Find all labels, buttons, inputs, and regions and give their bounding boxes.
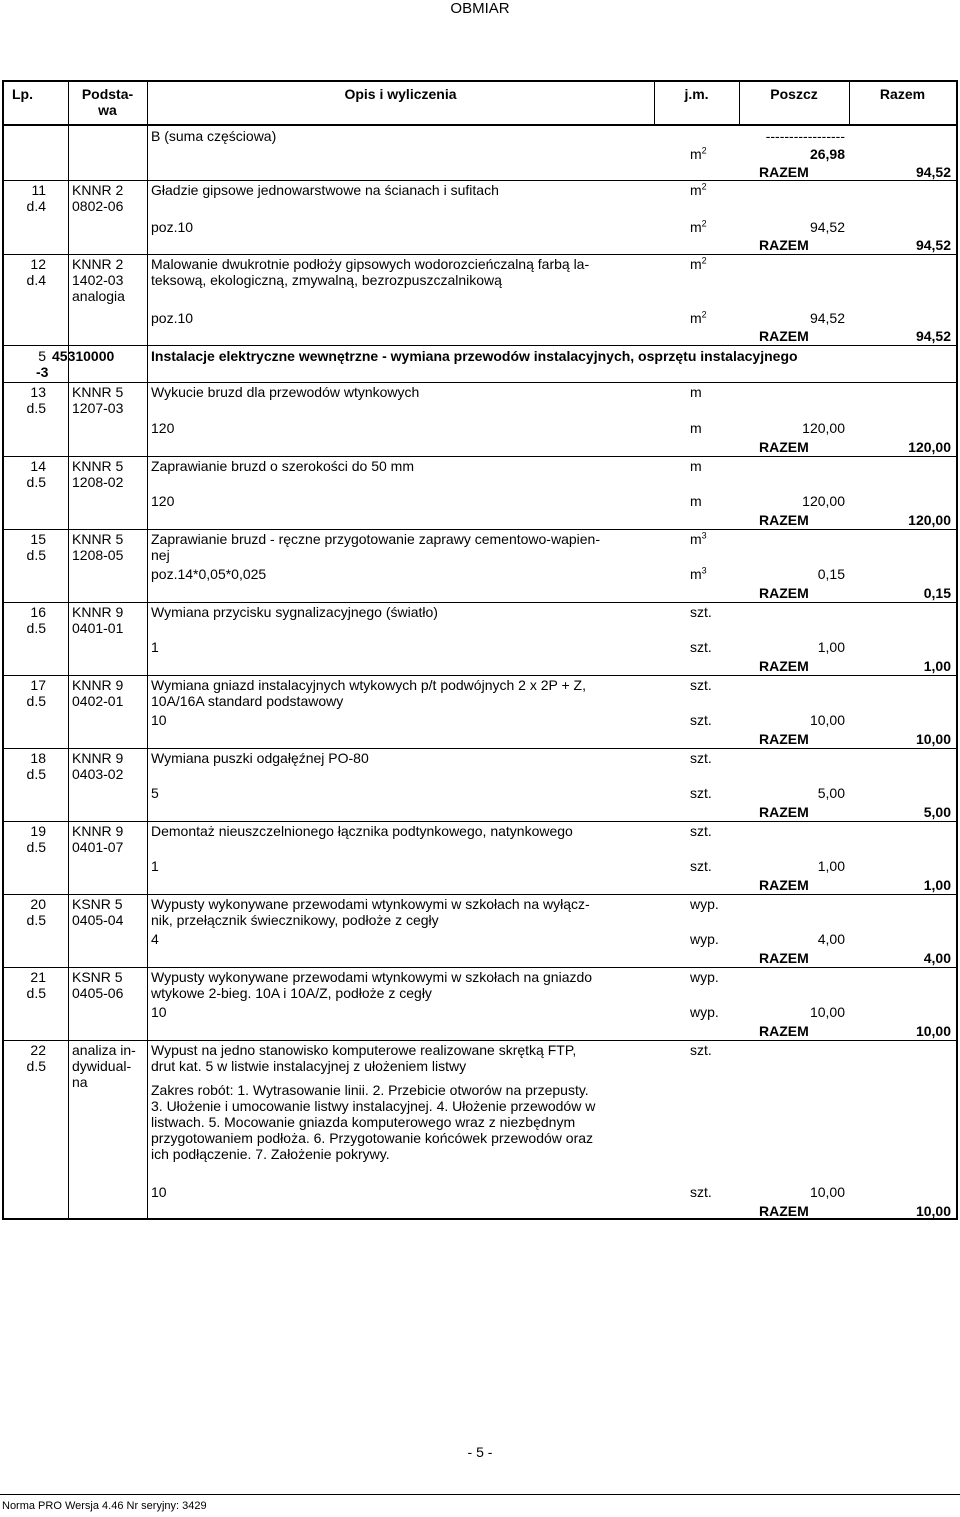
razem-label: RAZEM [759,585,809,601]
row-divider [4,180,956,181]
item-description: Wymiana przycisku sygnalizacyjnego (światło) [151,604,438,620]
item-description: Wypusty wykonywane przewodami wtynkowymi w szkołach na wyłącz- [151,896,590,912]
item-description: 10A/16A standard podstawowy [151,693,344,709]
row-divider [4,382,956,383]
item-base: 1402-03 [72,272,124,288]
calc-value: 0,15 [817,566,845,582]
item-base: 0402-01 [72,693,124,709]
scope-of-work: przygotowaniem podłoża. 6. Przygotowanie końcówek przewodów oraz [151,1130,594,1146]
item-lp: 15 [30,531,46,547]
row-divider [4,124,956,126]
item-lp: 13 [30,384,46,400]
razem-label: RAZEM [759,950,809,966]
item-description: Zaprawianie bruzd - ręczne przygotowanie zaprawy cementowo-wapien- [151,531,600,547]
item-description: Gładzie gipsowe jednowarstwowe na ścianach i sufitach [151,182,499,198]
calc-expression: 4 [151,931,159,947]
footer-divider [0,1494,960,1495]
item-unit: szt. [690,604,712,620]
calc-expression: 1 [151,858,159,874]
item-base: KNNR 9 [72,604,124,620]
item-lp: 18 [30,750,46,766]
intro-value: 26,98 [809,146,845,162]
item-unit: szt. [690,1042,712,1058]
razem-label: RAZEM [759,328,809,344]
column-divider [68,82,69,1218]
item-base: 0401-07 [72,839,124,855]
razem-value: 1,00 [923,877,951,893]
razem-label: RAZEM [759,731,809,747]
item-description: nik, przełącznik świecznikowy, podłoże z cegły [151,912,439,928]
item-base: dywidual- [72,1058,132,1074]
row-divider [4,1040,956,1041]
item-lp: 11 [31,182,46,198]
page-number: - 5 - [467,1444,493,1460]
item-description: Wypusty wykonywane przewodami wtynkowymi w szkołach na gniazdo [151,969,593,985]
item-base: 1208-05 [72,547,124,563]
software-signature: Norma PRO Wersja 4.46 Nr seryjny: 3429 [2,1500,207,1512]
calc-expression: 5 [151,785,159,801]
header-opis: Opis i wyliczenia [344,86,457,102]
row-divider [4,821,956,822]
row-divider [4,254,956,255]
razem-value: 10,00 [915,1023,951,1039]
item-base: 0403-02 [72,766,124,782]
header-poszcz: Poszcz [770,86,818,102]
item-lp-suffix: d.5 [26,912,46,928]
row-divider [4,967,956,968]
calc-value: 120,00 [802,420,845,436]
razem-value: 94,52 [915,164,951,180]
razem-label: RAZEM [759,164,809,180]
calc-expression: 10 [151,712,167,728]
section-code: 45310000 [52,348,115,364]
item-lp-suffix: d.5 [26,839,46,855]
item-base: analiza in- [72,1042,136,1058]
item-description: Wymiana puszki odgałęźnej PO-80 [151,750,369,766]
razem-value: 4,00 [923,950,951,966]
item-base: analogia [72,288,125,304]
calc-unit: wyp. [690,931,719,947]
item-description: drut kat. 5 w listwie instalacyjnej z ułożeniem listwy [151,1058,467,1074]
item-base: KNNR 5 [72,458,124,474]
razem-label: RAZEM [759,512,809,528]
calc-unit: szt. [690,639,712,655]
item-base: 0405-06 [72,985,124,1001]
section-lp: 5 [38,348,46,364]
calc-expression: poz.10 [151,310,194,326]
item-lp-suffix: d.5 [26,474,46,490]
header-podstawa: Podsta- wa [81,86,134,118]
razem-label: RAZEM [759,804,809,820]
calc-unit: szt. [690,785,712,801]
calc-unit: m [690,420,702,436]
item-lp-suffix: d.5 [26,985,46,1001]
item-base: 1207-03 [72,400,124,416]
item-base: KSNR 5 [72,896,123,912]
calc-unit: m [690,493,702,509]
item-lp-suffix: d.5 [26,766,46,782]
item-lp-suffix: d.5 [26,547,46,563]
item-lp: 20 [30,896,46,912]
item-lp-suffix: d.5 [26,693,46,709]
item-base: KNNR 2 [72,256,124,272]
razem-value: 120,00 [908,439,951,455]
row-divider [4,894,956,895]
obmiar-table [2,80,958,1220]
calc-unit: wyp. [690,1004,719,1020]
header-jm: j.m. [684,86,709,102]
item-unit: szt. [690,750,712,766]
razem-value: 120,00 [908,512,951,528]
column-divider [147,82,148,1218]
razem-label: RAZEM [759,1023,809,1039]
item-unit: wyp. [690,969,719,985]
item-description: Wymiana gniazd instalacyjnych wtykowych p/t podwójnych 2 x 2P + Z, [151,677,586,693]
row-divider [4,529,956,530]
item-lp-suffix: d.5 [26,620,46,636]
calc-unit: $m^2$ [690,218,707,235]
calc-unit: $m^2$ [690,309,707,326]
item-lp: 21 [30,969,46,985]
item-base: KNNR 9 [72,750,124,766]
calc-expression: 10 [151,1004,167,1020]
calc-expression: 1 [151,639,159,655]
item-description: teksową, ekologiczną, zmywalną, bezrozpuszczalnikową [151,272,502,288]
item-unit: m [690,458,702,474]
item-lp: 12 [30,256,46,272]
item-lp: 16 [30,604,46,620]
calc-unit: szt. [690,858,712,874]
row-divider [4,345,956,346]
item-base: 0401-01 [72,620,124,636]
calc-unit: szt. [690,712,712,728]
item-lp-suffix: d.5 [26,400,46,416]
header-razem: Razem [879,86,926,102]
razem-value: 5,00 [923,804,951,820]
item-base: 1208-02 [72,474,124,490]
item-lp: 17 [30,677,46,693]
calc-value: 10,00 [809,712,845,728]
item-unit: $m^3$ [690,530,707,547]
item-description: Zaprawianie bruzd o szerokości do 50 mm [151,458,415,474]
scope-of-work: 3. Ułożenie i umocowanie listwy instalacyjnej. 4. Ułożenie przewodów w [151,1098,596,1114]
item-lp: 22 [30,1042,46,1058]
item-description: nej [151,547,170,563]
razem-value: 94,52 [915,328,951,344]
item-base: 0405-04 [72,912,124,928]
item-base: KNNR 5 [72,531,124,547]
intro-label: B (suma częściowa) [151,128,277,144]
item-lp-suffix: d.4 [26,272,46,288]
intro-dashes: ----------------- [765,128,845,144]
item-base: 0802-06 [72,198,124,214]
item-unit: szt. [690,823,712,839]
calc-value: 10,00 [809,1004,845,1020]
item-base: KNNR 9 [72,823,124,839]
scope-of-work: ich podłączenie. 7. Założenie pokrywy. [151,1146,390,1162]
item-lp: 14 [30,458,46,474]
calc-value: 10,00 [809,1184,845,1200]
razem-label: RAZEM [759,439,809,455]
razem-value: 0,15 [923,585,951,601]
item-lp-suffix: d.4 [26,198,46,214]
razem-label: RAZEM [759,658,809,674]
razem-value: 10,00 [915,1203,951,1219]
row-divider [4,456,956,457]
item-unit: szt. [690,677,712,693]
item-description: Malowanie dwukrotnie podłoży gipsowych wodorozcieńczalną farbą la- [151,256,590,272]
item-base: KNNR 2 [72,182,124,198]
calc-unit: szt. [690,1184,712,1200]
item-unit: $m^2$ [690,255,707,272]
item-description: wtykowe 2-bieg. 10A i 10A/Z, podłoże z cegły [151,985,432,1001]
item-unit: $m^2$ [690,181,707,198]
row-divider [4,602,956,603]
calc-expression: 120 [151,420,175,436]
scope-of-work: Zakres robót: 1. Wytrasowanie linii. 2. Przebicie otworów na przepusty. [151,1082,589,1098]
calc-value: 120,00 [802,493,845,509]
header-lp: Lp. [12,86,33,102]
razem-value: 1,00 [923,658,951,674]
section-code-suffix: -3 [36,364,49,380]
item-description: Wypust na jedno stanowisko komputerowe realizowane skrętką FTP, [151,1042,577,1058]
calc-expression: poz.14*0,05*0,025 [151,566,267,582]
item-lp-suffix: d.5 [26,1058,46,1074]
calc-value: 94,52 [809,310,845,326]
razem-value: 10,00 [915,731,951,747]
item-description: Demontaż nieuszczelnionego łącznika podtynkowego, natynkowego [151,823,573,839]
item-base: na [72,1074,88,1090]
item-unit: m [690,384,702,400]
calc-expression: 120 [151,493,175,509]
calc-value: 5,00 [817,785,845,801]
razem-label: RAZEM [759,237,809,253]
calc-value: 1,00 [817,639,845,655]
item-base: KNNR 5 [72,384,124,400]
razem-label: RAZEM [759,1203,809,1219]
intro-unit: $m^2$ [690,145,707,162]
razem-value: 94,52 [915,237,951,253]
item-base: KSNR 5 [72,969,123,985]
razem-label: RAZEM [759,877,809,893]
calc-expression: poz.10 [151,219,194,235]
scope-of-work: listwach. 5. Mocowanie gniazda komputerowego wraz z niezbędnym [151,1114,576,1130]
item-description: Wykucie bruzd dla przewodów wtynkowych [151,384,420,400]
page-title: OBMIAR [450,0,510,17]
row-divider [4,748,956,749]
item-lp: 19 [30,823,46,839]
calc-value: 94,52 [809,219,845,235]
row-divider [4,675,956,676]
item-base: KNNR 9 [72,677,124,693]
section-title: Instalacje elektryczne wewnętrzne - wymiana przewodów instalacyjnych, osprzętu instalacyjnego [151,348,798,364]
calc-unit: $m^3$ [690,565,707,582]
item-unit: wyp. [690,896,719,912]
calc-value: 4,00 [817,931,845,947]
calc-expression: 10 [151,1184,167,1200]
calc-value: 1,00 [817,858,845,874]
